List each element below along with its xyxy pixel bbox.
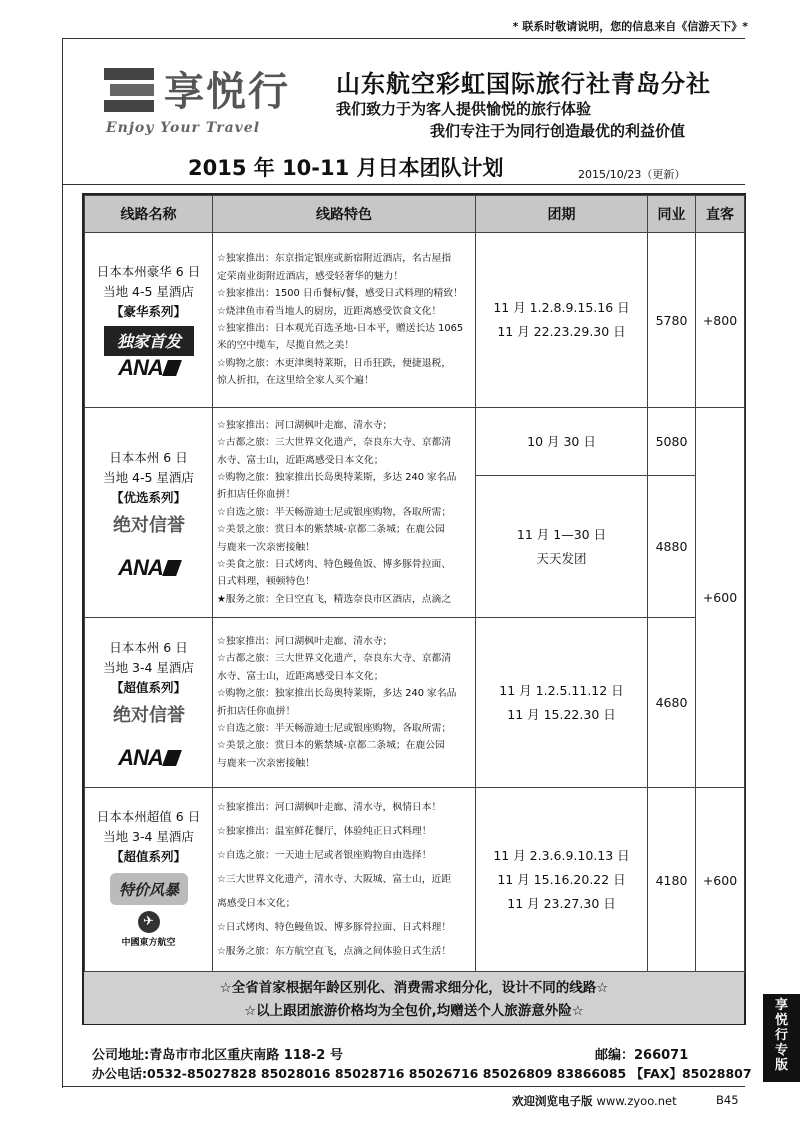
ana-logo xyxy=(86,744,211,770)
route-cell xyxy=(85,618,213,788)
side-tab-label: 享悦行专版 xyxy=(774,998,788,1073)
table-header-row xyxy=(85,196,745,233)
trade-price: 5780 xyxy=(648,233,696,408)
note-line-1: ☆全省首家根据年龄区别化、消费需求细分化，设计不同的线路☆ xyxy=(219,980,609,996)
plan-updated: 2015/10/23（更新） xyxy=(578,168,686,181)
feature-line: ☆独家推出：河口湖枫叶走廊、清水寺，枫情日本！ xyxy=(217,802,442,813)
company-logo xyxy=(98,54,298,144)
direct-price: +800 xyxy=(696,233,745,408)
airline-name: 中國東方航空 xyxy=(121,938,176,948)
feature-line: ☆古都之旅：三大世界文化遗产，奈良东大寺、京都清 xyxy=(217,437,452,449)
feature-line: 与鹿来一次亲密接触！ xyxy=(217,757,315,769)
dates-cell xyxy=(476,618,648,788)
plan-table-frame xyxy=(82,193,746,1025)
route-name: 日本本州 6 日 xyxy=(109,449,188,465)
route-hotel: 当地 3-4 星酒店 xyxy=(103,829,194,844)
feature-line: 惊人折扣，在这里给全家人买个遍！ xyxy=(217,375,374,387)
plan-table xyxy=(84,195,745,973)
features-cell xyxy=(213,233,476,408)
th-features: 线路特色 xyxy=(213,196,476,233)
feature-line: 折扣店任你血拼！ xyxy=(217,489,296,501)
logo-en: Enjoy Your Travel xyxy=(106,120,261,136)
office-phone: 办公电话:0532-85027828 85028016 85028716 85026716 85026809 83866085 【FAX】85028807 xyxy=(92,1066,752,1081)
th-dates: 团期 xyxy=(476,196,648,233)
welcome-label: 欢迎浏览电子版 xyxy=(512,1094,593,1108)
feature-line: ☆独家推出：1500 日币餐标/餐，感受日式料理的精致！ xyxy=(217,288,463,300)
date-line: 11 月 23.27.30 日 xyxy=(507,896,616,911)
table-row xyxy=(85,408,745,476)
trade-price: 4880 xyxy=(648,476,696,618)
feature-line: ☆服务之旅：东方航空直飞，点滴之间体验日式生活！ xyxy=(217,946,452,957)
ana-logo xyxy=(86,355,211,380)
ana-stripe-icon xyxy=(162,560,182,576)
feature-line: ☆独家推出：东京指定银座或新宿附近酒店，名古屋指 xyxy=(217,253,452,265)
source-notice: * 联系时敬请说明，您的信息来自《信游天下》* xyxy=(512,20,748,33)
badge-text: 独家首发 xyxy=(116,332,181,351)
feature-line: ☆三大世界文化遗产，清水寺、大阪城、富士山，近距 xyxy=(217,874,452,885)
feature-line: ☆自选之旅：半天畅游迪士尼或银座购物，各取所需； xyxy=(217,722,452,734)
feature-line: ☆自选之旅：半天畅游迪士尼或银座购物，各取所需； xyxy=(217,506,452,518)
feature-line: 离感受日本文化； xyxy=(217,898,296,909)
feature-line: 日式料理，顿顿特色！ xyxy=(217,576,315,588)
feature-line: 米的空中缆车，尽揽自然之美！ xyxy=(217,340,355,352)
ana-stripe-icon xyxy=(162,750,182,766)
trade-price: 4180 xyxy=(648,788,696,973)
trade-price: 5080 xyxy=(648,408,696,476)
feature-line: ☆美景之旅：赏日本的紫禁城-京都二条城；在鹿公园 xyxy=(217,740,445,752)
route-name: 日本本州 6 日 xyxy=(109,639,188,655)
th-trade: 同业 xyxy=(648,196,696,233)
exclusive-badge-icon xyxy=(104,326,194,356)
feature-line: ☆购物之旅：独家推出长岛奥特莱斯，多达 240 家名品 xyxy=(217,688,457,700)
th-route: 线路名称 xyxy=(85,196,213,233)
badge-text: 绝对信誉 xyxy=(112,704,185,726)
date-line: 天天发团 xyxy=(536,550,587,566)
slogan-1: 我们致力于为客人提供愉悦的旅行体验 xyxy=(336,100,592,118)
route-hotel: 当地 4-5 星酒店 xyxy=(103,284,194,299)
dates-cell xyxy=(476,233,648,408)
airline-name: ANA xyxy=(118,554,163,580)
dates-cell xyxy=(476,408,648,476)
welcome-text xyxy=(512,1093,677,1109)
table-row xyxy=(85,233,745,408)
route-series: 【超值系列】 xyxy=(110,849,186,864)
route-cell xyxy=(85,788,213,973)
slogan-2: 我们专注于为同行创造最优的利益价值 xyxy=(430,122,686,140)
feature-line: ☆自选之旅：一天迪士尼或者银座购物自由选择！ xyxy=(217,850,432,861)
badge-text: 绝对信誉 xyxy=(112,514,185,536)
th-direct: 直客 xyxy=(696,196,745,233)
bottom-rule xyxy=(62,1086,745,1087)
plan-title: 2015 年 10-11 月日本团队计划 xyxy=(188,156,504,180)
trust-badge-icon xyxy=(104,702,194,746)
top-rule xyxy=(62,38,745,39)
page-number: B45 xyxy=(716,1093,739,1107)
route-cell xyxy=(85,408,213,618)
feature-line: ☆独家推出：河口湖枫叶走廊、清水寺； xyxy=(217,635,393,647)
table-row xyxy=(85,788,745,973)
dates-cell xyxy=(476,788,648,973)
feature-line: 定荣南业街附近酒店，感受轻奢华的魅力！ xyxy=(217,270,404,282)
feature-line: ☆美景之旅：赏日本的紫禁城-京都二条城；在鹿公园 xyxy=(217,524,445,536)
route-name: 日本本州豪华 6 日 xyxy=(96,264,201,279)
route-hotel: 当地 4-5 星酒店 xyxy=(103,469,194,485)
feature-line: 水寺、富士山，近距离感受日本文化； xyxy=(217,454,384,466)
table-notes xyxy=(84,971,744,1024)
note-line-2: ☆以上跟团旅游价格均为全包价,均赠送个人旅游意外险☆ xyxy=(244,1003,584,1019)
features-cell xyxy=(213,618,476,788)
feature-line: ☆购物之旅：独家推出长岛奥特莱斯，多达 240 家名品 xyxy=(217,471,457,483)
ana-logo xyxy=(86,554,211,580)
title-rule xyxy=(62,184,745,185)
date-line: 11 月 15.22.30 日 xyxy=(507,706,616,722)
feature-line: ★服务之旅：全日空直飞，精选奈良市区酒店，点滴之 xyxy=(217,593,452,605)
date-line: 11 月 1.2.5.11.12 日 xyxy=(499,682,624,698)
airline-name: ANA xyxy=(118,355,163,380)
direct-price: +600 xyxy=(696,408,745,788)
route-series: 【豪华系列】 xyxy=(110,304,186,319)
feature-line: 水寺、富士山，近距离感受日本文化； xyxy=(217,670,384,682)
china-eastern-swallow-icon: ✈ xyxy=(138,911,160,933)
trust-badge-icon xyxy=(104,512,194,556)
feature-line: ☆烧津鱼市看当地人的厨房，近距离感受饮食文化！ xyxy=(217,305,442,317)
route-series: 【优选系列】 xyxy=(110,489,186,505)
left-rule xyxy=(62,38,63,1088)
china-eastern-logo xyxy=(86,911,211,953)
date-line: 11 月 22.23.29.30 日 xyxy=(497,324,626,339)
features-cell xyxy=(213,788,476,973)
dates-cell xyxy=(476,476,648,618)
company-address: 公司地址:青岛市市北区重庆南路 118-2 号 xyxy=(92,1048,343,1063)
side-tab xyxy=(763,994,800,1082)
direct-price: +600 xyxy=(696,788,745,973)
feature-line: ☆美食之旅：日式烤肉、特色鳗鱼饭、博多豚骨拉面、 xyxy=(217,559,452,571)
feature-line: ☆购物之旅：木更津奥特莱斯，日币狂跌，便捷退税， xyxy=(217,357,452,369)
airline-name: ANA xyxy=(118,744,163,770)
feature-line: ☆古都之旅：三大世界文化遗产，奈良东大寺、京都清 xyxy=(217,653,452,665)
route-hotel: 当地 3-4 星酒店 xyxy=(103,659,194,675)
feature-line: ☆独家推出：温室鲜花餐厅，体验纯正日式料理！ xyxy=(217,826,432,837)
trade-price: 4680 xyxy=(648,618,696,788)
route-cell xyxy=(85,233,213,408)
date-line: 11 月 2.3.6.9.10.13 日 xyxy=(493,848,630,863)
feature-line: 与鹿来一次亲密接触！ xyxy=(217,541,315,553)
feature-line: 折扣店任你血拼！ xyxy=(217,705,296,717)
route-name: 日本本州超值 6 日 xyxy=(96,809,201,824)
website-link[interactable]: www.zyoo.net xyxy=(596,1094,677,1108)
feature-line: ☆独家推出：河口湖枫叶走廊、清水寺； xyxy=(217,419,393,431)
company-name: 山东航空彩虹国际旅行社青岛分社 xyxy=(336,69,711,98)
postal-code: 邮编：266071 xyxy=(595,1048,689,1063)
badge-text: 特价风暴 xyxy=(118,881,179,899)
ana-stripe-icon xyxy=(162,360,182,376)
table-row xyxy=(85,618,745,788)
special-price-badge-icon xyxy=(104,871,194,907)
logo-cn: 享悦行 xyxy=(164,68,290,115)
features-cell xyxy=(213,408,476,618)
date-line: 11 月 15.16.20.22 日 xyxy=(497,872,626,887)
route-series: 【超值系列】 xyxy=(110,679,186,695)
logo-mark-icon xyxy=(102,62,160,120)
feature-line: ☆独家推出：日本观光百选圣地-日本平，赠送长达 1065 xyxy=(217,323,464,334)
date-line: 10 月 30 日 xyxy=(527,433,596,449)
date-line: 11 月 1.2.8.9.15.16 日 xyxy=(493,300,630,315)
date-line: 11 月 1—30 日 xyxy=(516,526,607,542)
feature-line: ☆日式烤肉、特色鳗鱼饭、博多豚骨拉面、日式料理！ xyxy=(217,922,452,933)
